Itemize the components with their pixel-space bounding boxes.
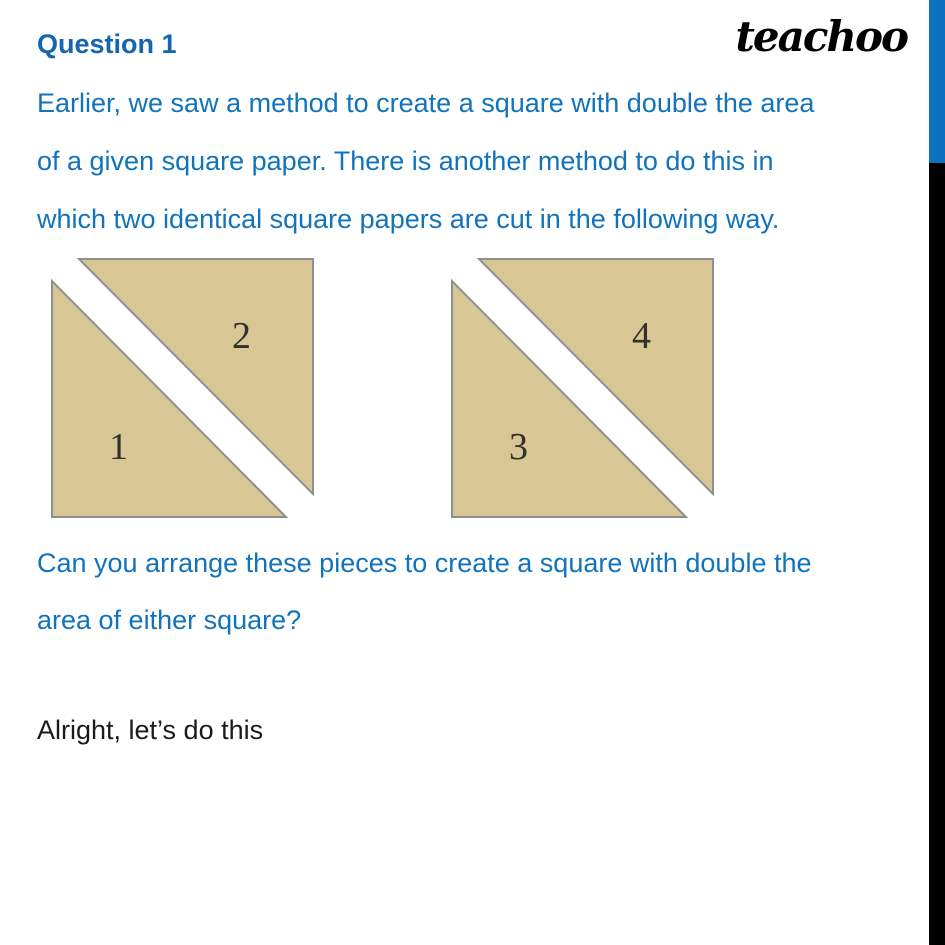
intro-paragraph <box>37 74 917 248</box>
right-edge-bar-black <box>929 163 945 945</box>
prompt-paragraph <box>37 535 917 649</box>
piece-label-1: 1 <box>109 426 128 468</box>
piece-label-2: 2 <box>232 315 251 357</box>
intro-line-1: Earlier, we saw a method to create a square with double the area <box>37 88 815 118</box>
intro-line-2: of a given square paper. There is another method to do this in <box>37 146 774 176</box>
answer-intro-text: Alright, let’s do this <box>37 715 264 745</box>
square-figure-1 <box>51 258 315 520</box>
intro-line-3: which two identical square papers are cut in the following way. <box>37 204 780 234</box>
piece-label-3: 3 <box>509 426 528 468</box>
teachoo-logo: teachoo <box>735 12 907 61</box>
prompt-line-2: area of either square? <box>37 605 302 635</box>
right-edge-bar-blue <box>929 0 945 163</box>
square-figure-2 <box>451 258 715 520</box>
piece-label-4: 4 <box>632 315 651 357</box>
prompt-line-1: Can you arrange these pieces to create a square with double the <box>37 548 812 578</box>
question-heading: Question 1 <box>37 29 177 59</box>
